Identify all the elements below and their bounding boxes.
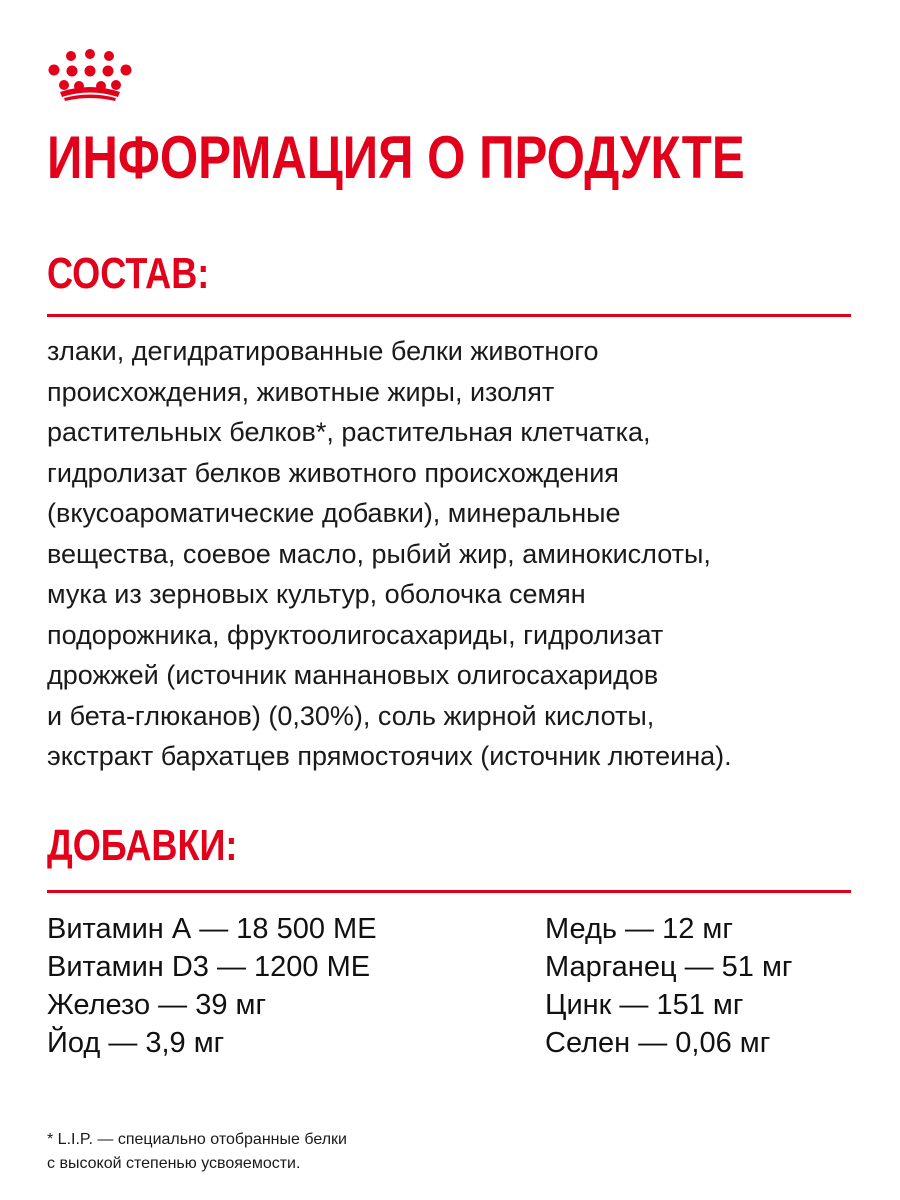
footnote-line: * L.I.P. — специально отобранные белки <box>47 1131 347 1148</box>
crown-logo-icon <box>44 48 136 102</box>
composition-line: подорожника, фруктоолигосахариды, гидролизат <box>47 619 664 650</box>
composition-line: происхождения, животные жиры, изолят <box>47 376 555 407</box>
composition-line: дрожжей (источник маннановых олигосахаридов <box>47 660 659 690</box>
additives-right-column <box>545 910 793 1062</box>
additive-item: Цинк — 151 мг <box>545 989 744 1021</box>
composition-line: гидролизат белков животного происхождения <box>47 457 619 488</box>
additive-item: Витамин D3 — 1200 МЕ <box>47 951 371 983</box>
composition-line: мука из зерновых культур, оболочка семян <box>47 579 586 609</box>
page-title: ИНФОРМАЦИЯ О ПРОДУКТЕ <box>47 124 745 191</box>
additive-item: Медь — 12 мг <box>545 913 733 945</box>
section-divider <box>47 890 851 893</box>
composition-line: (вкусоароматические добавки), минеральные <box>47 498 621 528</box>
additives-left-column <box>47 910 377 1062</box>
footnote-line: с высокой степенью усвояемости. <box>47 1155 301 1172</box>
additive-item: Марганец — 51 мг <box>545 951 793 983</box>
additive-item: Железо — 39 мг <box>47 989 267 1021</box>
additive-item: Витамин А — 18 500 МЕ <box>47 913 377 945</box>
additives-heading: ДОБАВКИ: <box>47 821 238 870</box>
additive-item: Йод — 3,9 мг <box>47 1027 225 1059</box>
section-divider <box>47 314 851 317</box>
composition-text <box>47 331 857 777</box>
composition-line: злаки, дегидратированные белки животного <box>47 336 599 366</box>
additive-item: Селен — 0,06 мг <box>545 1027 771 1059</box>
composition-line: вещества, соевое масло, рыбий жир, аминокислоты, <box>47 538 711 569</box>
composition-heading: СОСТАВ: <box>47 249 210 298</box>
footnote <box>47 1128 347 1176</box>
composition-line: экстракт бархатцев прямостоячих (источник лютеина). <box>47 741 732 771</box>
composition-line: и бета-глюканов) (0,30%), соль жирной кислоты, <box>47 700 655 731</box>
composition-line: растительных белков*, растительная клетчатка, <box>47 417 651 447</box>
